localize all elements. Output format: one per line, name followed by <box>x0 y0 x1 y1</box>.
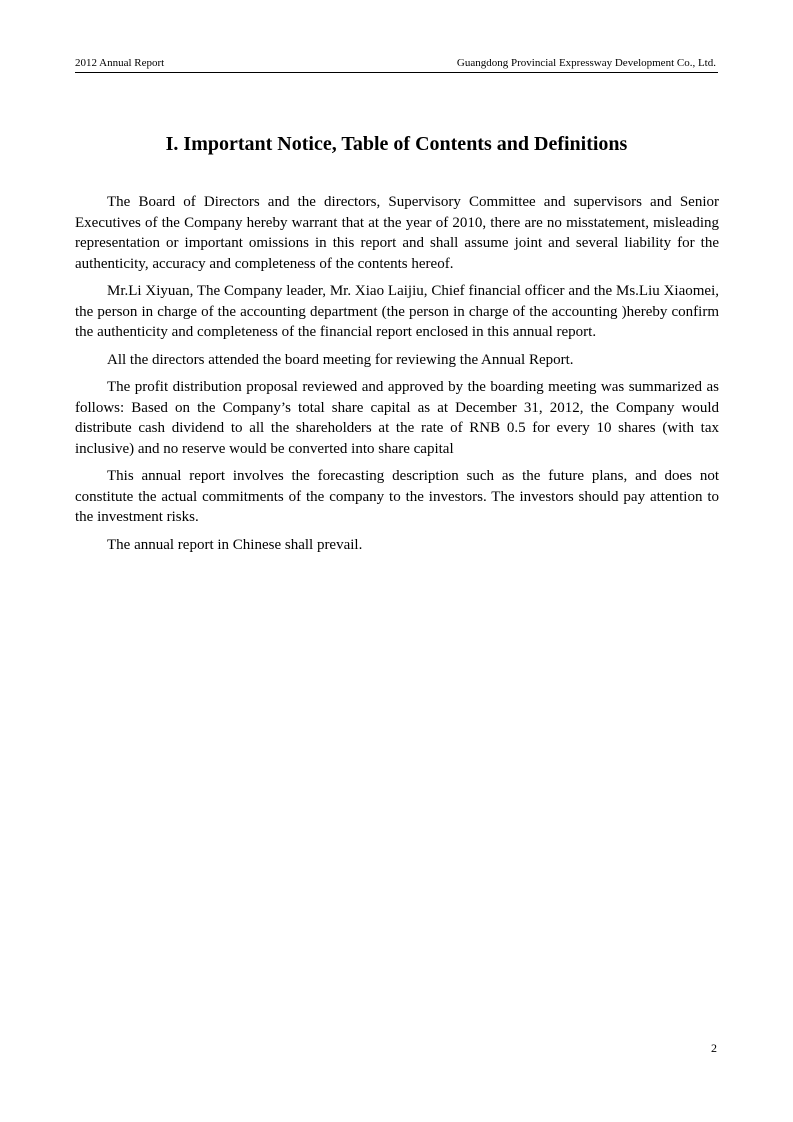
paragraph-forecast-risk: This annual report involves the forecasting description such as the future plans, and does not constitute the actual commitments of the company to the investors. The investors should pay attention to the investment risks. <box>75 468 719 525</box>
paragraph-chinese-prevails: The annual report in Chinese shall prevail. <box>107 536 363 553</box>
paragraph-financial-confirmation: Mr.Li Xiyuan, The Company leader, Mr. Xiao Laijiu, Chief financial officer and the Ms.Liu Xiaomei, the person in charge of the accounting department (the person in charge of the accounting )hereby confirm the authenticity and completeness of the financial report enclosed in this annual report. <box>75 283 719 340</box>
section-title: I. Important Notice, Table of Contents and Definitions <box>165 133 628 155</box>
page-header <box>75 56 718 73</box>
notice-body <box>75 192 719 562</box>
paragraph-board-warranty: The Board of Directors and the directors, Supervisory Committee and supervisors and Senior Executives of the Company hereby warrant that at the year of 2010, there are no misstatement, misleading representation or important omissions in this report and shall assume joint and several liability for the authenticity, accuracy and completeness of the contents hereof. <box>75 194 719 272</box>
header-company-name: Guangdong Provincial Expressway Development Co., Ltd. <box>456 57 716 69</box>
page-number: 2 <box>711 1041 717 1055</box>
header-report-year: 2012 Annual Report <box>75 57 165 69</box>
paragraph-board-attendance: All the directors attended the board meeting for reviewing the Annual Report. <box>107 351 574 368</box>
paragraph-profit-distribution: The profit distribution proposal reviewed and approved by the boarding meeting was summarized as follows: Based on the Company’s total share capital as at December 31, 2012, the Company would distribute cash dividend to all the shareholders at the rate of RNB 0.5 for every 10 shares (with tax inclusive) and no reserve would be converted into share capital <box>75 379 719 457</box>
